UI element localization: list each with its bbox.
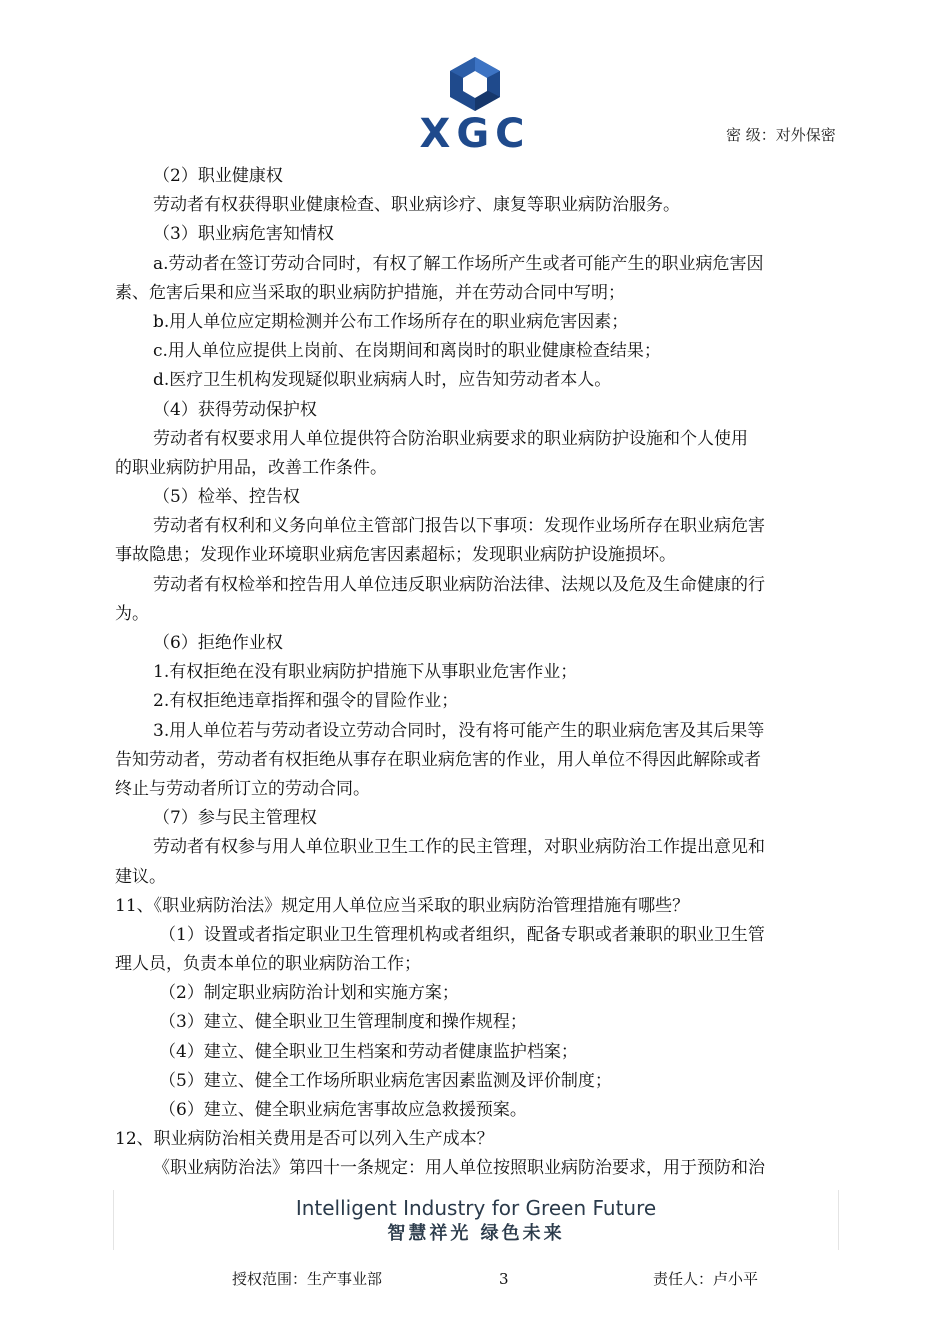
slogan-banner <box>113 1190 839 1250</box>
text-line: （3）建立、健全职业卫生管理制度和操作规程； <box>159 1012 527 1033</box>
logo-wordmark: XGC <box>419 111 531 157</box>
text-line: a.劳动者在签订劳动合同时，有权了解工作场所产生或者可能产生的职业病危害因 <box>153 253 764 274</box>
text-line: 2.有权拒绝违章指挥和强令的冒险作业； <box>153 691 459 712</box>
authorization-scope: 授权范围：生产事业部 <box>232 1270 383 1288</box>
text-line: 的职业病防护用品，改善工作条件。 <box>115 457 387 478</box>
text-line: （4）获得劳动保护权 <box>153 399 317 420</box>
text-line: （5）检举、控告权 <box>153 487 300 508</box>
text-line: 为。 <box>115 603 149 624</box>
text-line: （1）设置或者指定职业卫生管理机构或者组织，配备专职或者兼职的职业卫生管 <box>159 924 765 945</box>
text-line: 劳动者有权要求用人单位提供符合防治职业病要求的职业病防护设施和个人使用 <box>153 428 748 449</box>
slogan-chinese: 智慧祥光 绿色未来 <box>387 1223 565 1244</box>
text-line: 终止与劳动者所订立的劳动合同。 <box>115 778 370 799</box>
slogan-english: Intelligent Industry for Green Future <box>295 1196 657 1220</box>
responsible-person: 责任人：卢小平 <box>653 1270 759 1288</box>
text-line: 事故隐患；发现作业环境职业病危害因素超标；发现职业病防护设施损坏。 <box>115 545 676 566</box>
text-line: （6）建立、健全职业病危害事故应急救援预案。 <box>159 1100 527 1120</box>
text-line: 素、危害后果和应当采取的职业病防护措施，并在劳动合同中写明； <box>115 282 625 303</box>
page-header <box>0 0 950 165</box>
text-line: 建议。 <box>115 866 166 887</box>
text-line: 1.有权拒绝在没有职业病防护措施下从事职业危害作业； <box>153 662 578 683</box>
text-line: （2）职业健康权 <box>153 166 283 186</box>
text-line: 劳动者有权检举和控告用人单位违反职业病防治法律、法规以及危及生命健康的行 <box>153 574 765 595</box>
page-number: 3 <box>499 1270 509 1288</box>
text-line: 劳动者有权利和义务向单位主管部门报告以下事项：发现作业场所存在职业病危害 <box>153 516 765 537</box>
text-line: 告知劳动者，劳动者有权拒绝从事存在职业病危害的作业，用人单位不得因此解除或者 <box>115 749 761 770</box>
text-line: d.医疗卫生机构发现疑似职业病病人时，应告知劳动者本人。 <box>153 370 612 391</box>
text-line: （5）建立、健全工作场所职业病危害因素监测及评价制度； <box>159 1070 612 1091</box>
text-line: （2）制定职业病防治计划和实施方案； <box>159 983 459 1004</box>
text-line: 理人员，负责本单位的职业病防治工作； <box>115 954 421 975</box>
text-line: 《职业病防治法》第四十一条规定：用人单位按照职业病防治要求，用于预防和治 <box>153 1158 765 1179</box>
text-line: （3）职业病危害知情权 <box>153 224 334 245</box>
text-line: 3.用人单位若与劳动者设立劳动合同时，没有将可能产生的职业病危害及其后果等 <box>153 720 765 741</box>
text-line: 劳动者有权获得职业健康检查、职业病诊疗、康复等职业病防治服务。 <box>153 195 680 216</box>
text-line: 12、职业病防治相关费用是否可以列入生产成本？ <box>115 1129 494 1150</box>
text-line: 劳动者有权参与用人单位职业卫生工作的民主管理，对职业病防治工作提出意见和 <box>153 837 765 858</box>
company-logo <box>410 52 540 156</box>
secrecy-level: 密 级：对外保密 <box>726 126 836 144</box>
text-line: （6）拒绝作业权 <box>153 633 283 653</box>
hexagon-logo-icon <box>448 56 502 112</box>
text-line: （4）建立、健全职业卫生档案和劳动者健康监护档案； <box>159 1041 578 1062</box>
text-line: b.用人单位应定期检测并公布工作场所存在的职业病危害因素； <box>153 311 629 332</box>
text-line: c.用人单位应提供上岗前、在岗期间和离岗时的职业健康检查结果； <box>153 341 661 362</box>
text-line: （7）参与民主管理权 <box>153 808 317 829</box>
document-body <box>115 162 839 1184</box>
text-line: 11、《职业病防治法》规定用人单位应当采取的职业病防治管理措施有哪些？ <box>115 895 690 916</box>
